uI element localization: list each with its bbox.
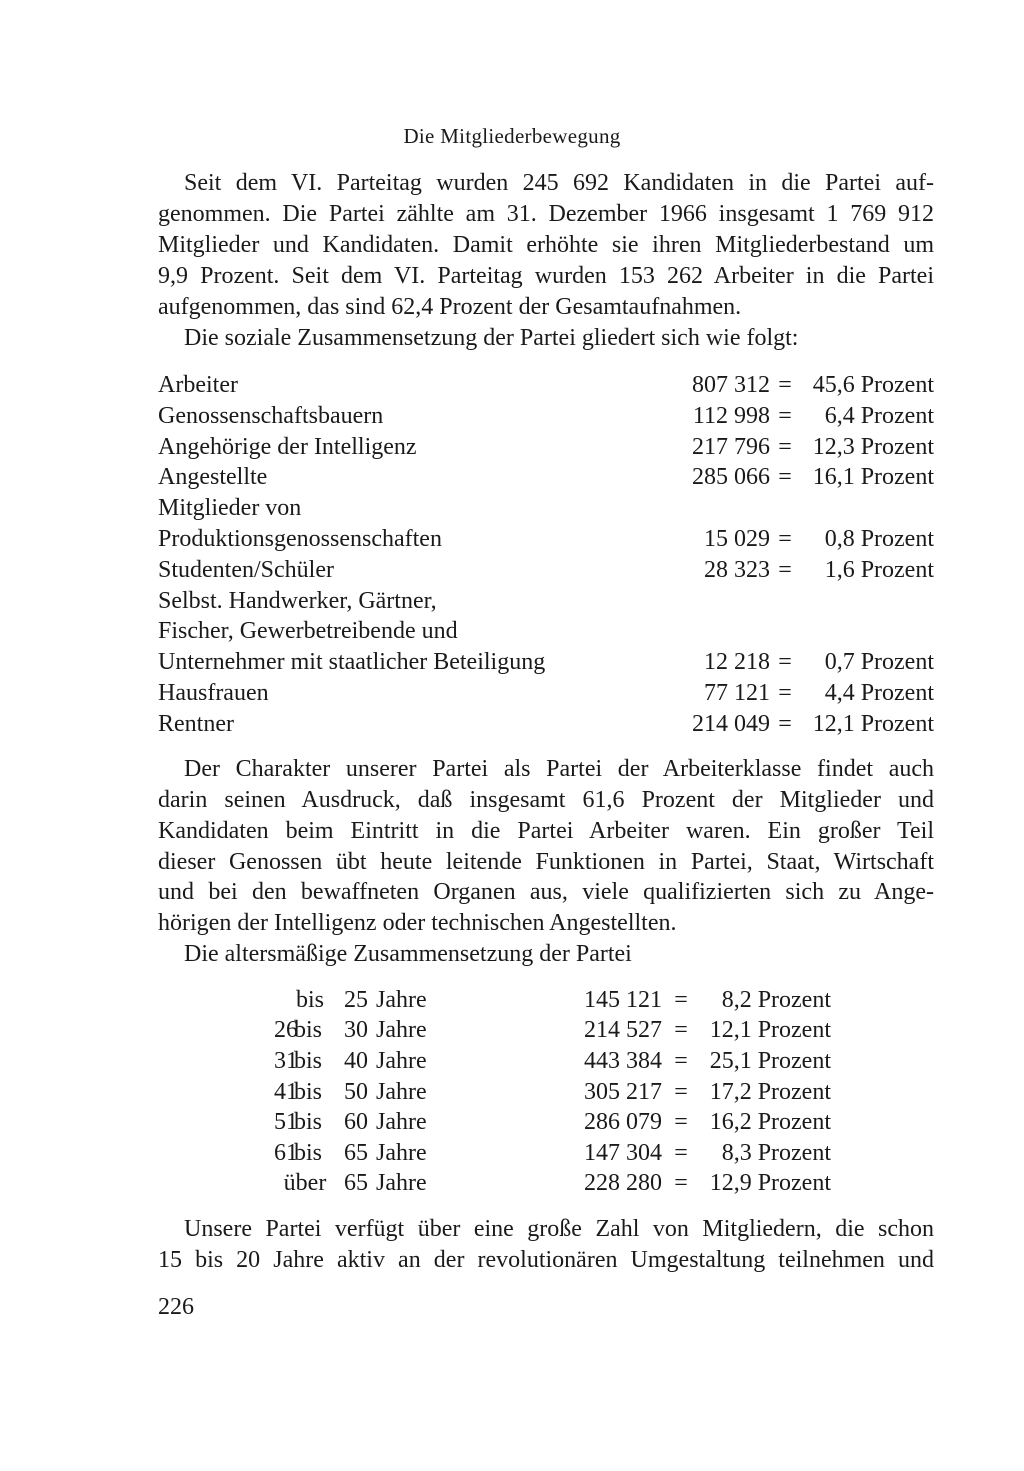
row-label: Fischer, Gewerbetreibende und <box>158 618 458 644</box>
age-from: 51 <box>274 1109 298 1135</box>
row-number: 147 304 <box>584 1140 662 1166</box>
equals-sign: = <box>778 464 792 490</box>
age-connector: bis <box>295 987 324 1013</box>
row-number: 286 079 <box>584 1109 662 1135</box>
row-number: 305 217 <box>584 1079 662 1105</box>
age-to: 65 <box>344 1140 368 1166</box>
age-to: 40 <box>344 1048 368 1074</box>
equals-sign: = <box>778 526 792 552</box>
age-unit: Jahre <box>376 1140 427 1166</box>
paragraph-line: darin seinen Ausdruck, daß insgesamt 61,6 Prozent der Mitglieder und <box>158 787 934 813</box>
row-percent: 25,1 Prozent <box>709 1048 831 1074</box>
equals-sign: = <box>674 1017 688 1043</box>
age-connector: bis <box>293 1140 322 1166</box>
row-number: 214 527 <box>584 1017 662 1043</box>
row-percent: 17,2 Prozent <box>709 1079 831 1105</box>
row-percent: 8,2 Prozent <box>721 987 831 1013</box>
row-label: Studenten/Schüler <box>158 557 334 583</box>
age-connector: bis <box>293 1079 322 1105</box>
equals-sign: = <box>674 1048 688 1074</box>
age-to: 65 <box>344 1170 368 1196</box>
row-number: 214 049 <box>692 711 770 737</box>
age-unit: Jahre <box>376 1170 427 1196</box>
equals-sign: = <box>674 1079 688 1105</box>
equals-sign: = <box>778 680 792 706</box>
age-from: 26 <box>274 1017 298 1043</box>
row-number: 228 280 <box>584 1170 662 1196</box>
row-number: 443 384 <box>584 1048 662 1074</box>
row-percent: 12,9 Prozent <box>709 1170 831 1196</box>
row-percent: 16,2 Prozent <box>709 1109 831 1135</box>
equals-sign: = <box>674 1170 688 1196</box>
row-label: Angehörige der Intelligenz <box>158 434 417 460</box>
equals-sign: = <box>778 434 792 460</box>
age-from: 31 <box>274 1048 298 1074</box>
row-percent: 4,4 Prozent <box>824 680 934 706</box>
row-percent: 8,3 Prozent <box>721 1140 831 1166</box>
row-percent: 45,6 Prozent <box>812 372 934 398</box>
age-to: 30 <box>344 1017 368 1043</box>
row-percent: 6,4 Prozent <box>824 403 934 429</box>
social-intro: Die soziale Zusammensetzung der Partei gliedert sich wie folgt: <box>184 325 799 351</box>
row-label: Mitglieder von <box>158 495 302 521</box>
row-percent: 12,1 Prozent <box>812 711 934 737</box>
paragraph-line: aufgenommen, das sind 62,4 Prozent der Gesamtaufnahmen. <box>158 294 742 320</box>
age-intro: Die altersmäßige Zusammensetzung der Partei <box>184 941 632 967</box>
paragraph-line: 9,9 Prozent. Seit dem VI. Parteitag wurden 153 262 Arbeiter in die Partei <box>158 263 934 289</box>
age-unit: Jahre <box>376 1048 427 1074</box>
equals-sign: = <box>778 372 792 398</box>
equals-sign: = <box>778 711 792 737</box>
row-label: Genossenschaftsbauern <box>158 403 384 429</box>
paragraph-line: 15 bis 20 Jahre aktiv an der revolutionären Umgestaltung teilnehmen und <box>158 1247 934 1273</box>
age-connector: bis <box>293 1017 322 1043</box>
age-unit: Jahre <box>376 987 427 1013</box>
row-label: Selbst. Handwerker, Gärtner, <box>158 588 437 614</box>
age-to: 50 <box>344 1079 368 1105</box>
equals-sign: = <box>778 557 792 583</box>
row-number: 145 121 <box>584 987 662 1013</box>
row-label: Unternehmer mit staatlicher Beteiligung <box>158 649 546 675</box>
section-heading: Die Mitgliederbewegung <box>403 124 621 148</box>
paragraph-line: Unsere Partei verfügt über eine große Zahl von Mitgliedern, die schon <box>184 1216 934 1242</box>
age-connector: über <box>283 1170 327 1196</box>
age-from: 41 <box>274 1079 298 1105</box>
equals-sign: = <box>674 1140 688 1166</box>
row-number: 285 066 <box>692 464 770 490</box>
row-number: 12 218 <box>704 649 770 675</box>
row-percent: 12,1 Prozent <box>709 1017 831 1043</box>
equals-sign: = <box>674 987 688 1013</box>
row-percent: 0,8 Prozent <box>824 526 934 552</box>
age-from: 61 <box>274 1140 298 1166</box>
row-number: 28 323 <box>704 557 770 583</box>
age-unit: Jahre <box>376 1017 427 1043</box>
row-label: Arbeiter <box>158 372 238 398</box>
paragraph-line: dieser Genossen übt heute leitende Funktionen in Partei, Staat, Wirtschaft <box>158 849 934 875</box>
row-label: Angestellte <box>158 464 268 490</box>
equals-sign: = <box>778 649 792 675</box>
age-to: 25 <box>344 987 368 1013</box>
paragraph-line: Seit dem VI. Parteitag wurden 245 692 Kandidaten in die Partei auf- <box>184 170 934 196</box>
age-to: 60 <box>344 1109 368 1135</box>
row-number: 77 121 <box>704 680 770 706</box>
row-label: Rentner <box>158 711 234 737</box>
paragraph-line: Kandidaten beim Eintritt in die Partei Arbeiter waren. Ein großer Teil <box>158 818 934 844</box>
paragraph-line: Der Charakter unserer Partei als Partei der Arbeiterklasse findet auch <box>184 756 934 782</box>
age-connector: bis <box>293 1048 322 1074</box>
paragraph-line: genommen. Die Partei zählte am 31. Dezember 1966 insgesamt 1 769 912 <box>158 201 934 227</box>
age-unit: Jahre <box>376 1079 427 1105</box>
row-percent: 16,1 Prozent <box>812 464 934 490</box>
paragraph-line: und bei den bewaffneten Organen aus, viele qualifizierten sich zu Ange- <box>158 879 934 905</box>
row-number: 807 312 <box>692 372 770 398</box>
paragraph-line: hörigen der Intelligenz oder technischen Angestellten. <box>158 910 677 936</box>
row-percent: 1,6 Prozent <box>824 557 934 583</box>
row-label: Produktionsgenossenschaften <box>158 526 442 552</box>
age-connector: bis <box>293 1109 322 1135</box>
row-number: 112 998 <box>692 403 770 429</box>
page-number: 226 <box>158 1294 194 1320</box>
row-percent: 0,7 Prozent <box>824 649 934 675</box>
row-number: 15 029 <box>704 526 770 552</box>
row-number: 217 796 <box>692 434 770 460</box>
row-percent: 12,3 Prozent <box>812 434 934 460</box>
age-unit: Jahre <box>376 1109 427 1135</box>
equals-sign: = <box>674 1109 688 1135</box>
equals-sign: = <box>778 403 792 429</box>
paragraph-line: Mitglieder und Kandidaten. Damit erhöhte sie ihren Mitgliederbestand um <box>158 232 934 258</box>
row-label: Hausfrauen <box>158 680 269 706</box>
